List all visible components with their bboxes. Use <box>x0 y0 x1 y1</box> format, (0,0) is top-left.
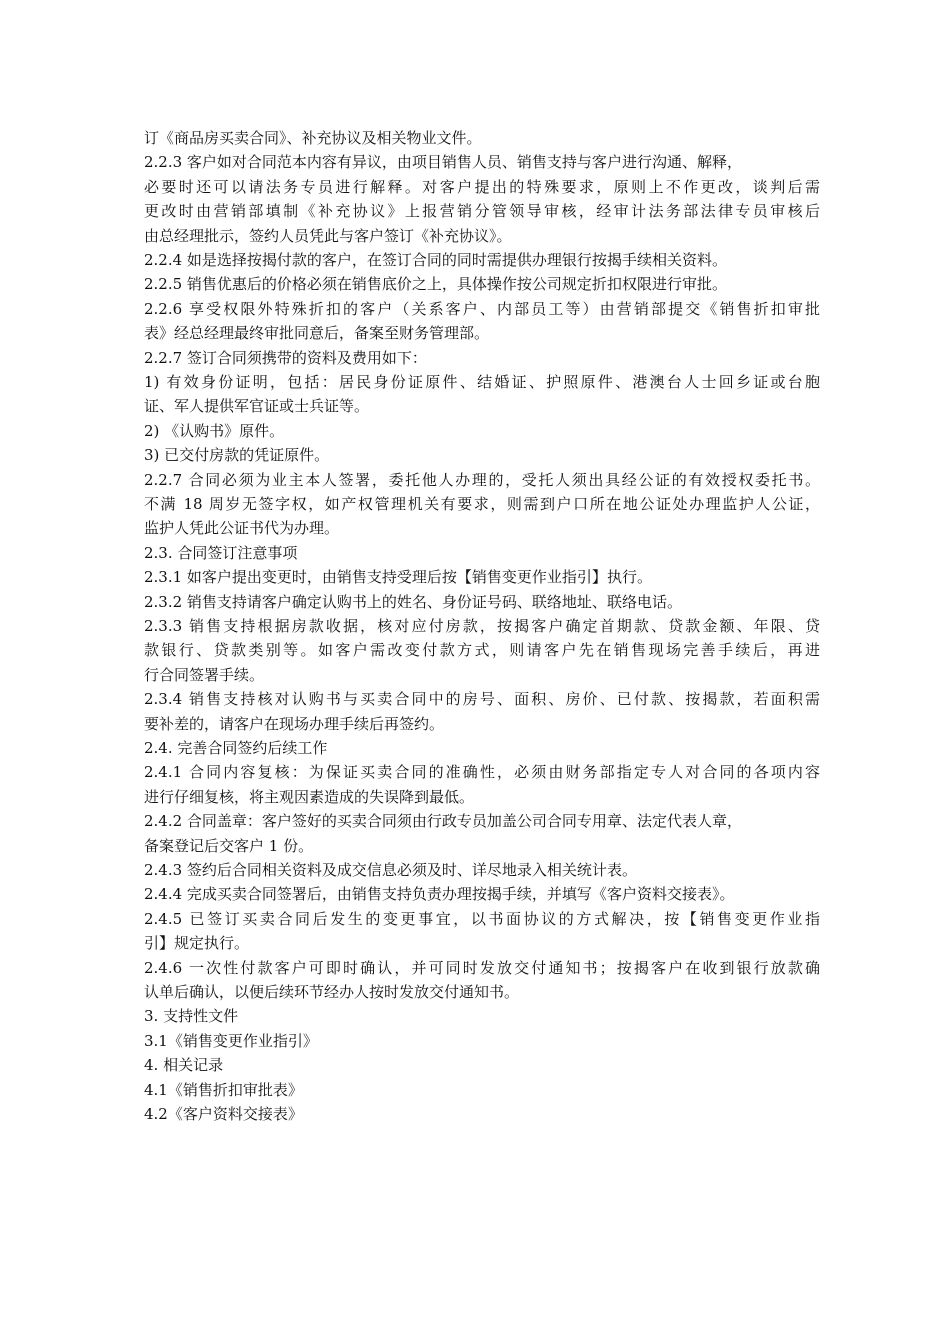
text-line: 3.1《销售变更作业指引》 <box>144 1031 318 1050</box>
text-line: 4.1《销售折扣审批表》 <box>144 1080 303 1099</box>
text-line: 2.3.1 如客户提出变更时，由销售支持受理后按【销售变更作业指引】执行。 <box>144 568 652 587</box>
text-line: 行合同签署手续。 <box>144 665 265 684</box>
text-line: 进行仔细复核，将主观因素造成的失误降到最低。 <box>144 787 475 806</box>
text-line: 4. 相关记录 <box>144 1056 224 1075</box>
text-line: 表》经总经理最终审批同意后，备案至财务管理部。 <box>144 324 490 343</box>
text-line: 不满 18 周岁无签字权，如产权管理机关有要求，则需到户口所在地公证处办理监护人公证， <box>144 495 820 514</box>
text-line: 2.4.6 一次性付款客户可即时确认，并可同时发放交付通知书；按揭客户在收到银行放款确 <box>144 958 820 977</box>
text-line: 证、军人提供军官证或士兵证等。 <box>144 397 370 416</box>
text-line: 监护人凭此公证书代为办理。 <box>144 519 340 538</box>
document-body <box>144 126 820 1126</box>
text-line: 2.4.3 签约后合同相关资料及成交信息必须及时、详尽地录入相关统计表。 <box>144 861 637 880</box>
text-line: 更改时由营销部填制《补充协议》上报营销分管领导审核，经审计法务部法律专员审核后 <box>144 202 820 221</box>
text-line: 2.4.4 完成买卖合同签署后，由销售支持负责办理按揭手续，并填写《客户资料交接表》。 <box>144 885 735 904</box>
text-line: 2.2.7 签订合同须携带的资料及费用如下： <box>144 348 427 367</box>
text-line: 4.2《客户资料交接表》 <box>144 1105 303 1124</box>
text-line: 2.2.7 合同必须为业主本人签署，委托他人办理的，受托人须出具经公证的有效授权委托书。 <box>144 470 820 489</box>
text-line: 2.3.4 销售支持核对认购书与买卖合同中的房号、面积、房价、已付款、按揭款，若面积需 <box>144 690 820 709</box>
text-line: 3) 已交付房款的凭证原件。 <box>144 446 330 465</box>
text-line: 3. 支持性文件 <box>144 1007 239 1026</box>
text-line: 必要时还可以请法务专员进行解释。对客户提出的特殊要求，原则上不作更改，谈判后需 <box>144 177 820 196</box>
text-line: 2.2.6 享受权限外特殊折扣的客户（关系客户、内部员工等）由营销部提交《销售折扣审批 <box>144 299 820 318</box>
text-line: 认单后确认，以便后续环节经办人按时发放交付通知书。 <box>144 983 520 1002</box>
text-line: 2.2.4 如是选择按揭付款的客户，在签订合同的同时需提供办理银行按揭手续相关资料。 <box>144 251 727 269</box>
text-line: 2.2.5 销售优惠后的价格必须在销售底价之上，具体操作按公司规定折扣权限进行审批。 <box>144 275 727 294</box>
text-line: 款银行、贷款类别等。如客户需改变付款方式，则请客户先在销售现场完善手续后，再进 <box>144 641 820 660</box>
text-line: 2.4.1 合同内容复核：为保证买卖合同的准确性，必须由财务部指定专人对合同的各项内容 <box>144 763 820 782</box>
text-line: 1) 有效身份证明，包括：居民身份证原件、结婚证、护照原件、港澳台人士回乡证或台胞 <box>144 373 820 392</box>
text-line: 2.4. 完善合同签约后续工作 <box>144 739 328 758</box>
text-line: 备案登记后交客户 1 份。 <box>144 836 314 855</box>
text-line: 要补差的，请客户在现场办理手续后再签约。 <box>144 714 445 733</box>
text-line: 2) 《认购书》原件。 <box>144 421 285 440</box>
text-line: 由总经理批示，签约人员凭此与客户签订《补充协议》。 <box>144 226 512 245</box>
text-line: 2.4.2 合同盖章：客户签好的买卖合同须由行政专员加盖公司合同专用章、法定代表人章， <box>144 812 742 831</box>
text-line: 2.4.5 已签订买卖合同后发生的变更事宜，以书面协议的方式解决，按【销售变更作业指 <box>144 909 820 928</box>
text-line: 2.2.3 客户如对合同范本内容有异议，由项目销售人员、销售支持与客户进行沟通、解释， <box>144 153 742 172</box>
text-line: 引】规定执行。 <box>144 934 250 953</box>
text-line: 2.3.2 销售支持请客户确定认购书上的姓名、身份证号码、联络地址、联络电话。 <box>144 592 682 611</box>
text-line: 2.3.3 销售支持根据房款收据，核对应付房款，按揭客户确定首期款、贷款金额、年限、贷 <box>144 617 820 636</box>
text-line: 2.3. 合同签订注意事项 <box>144 543 298 562</box>
text-line: 订《商品房买卖合同》、补充协议及相关物业文件。 <box>144 129 482 147</box>
